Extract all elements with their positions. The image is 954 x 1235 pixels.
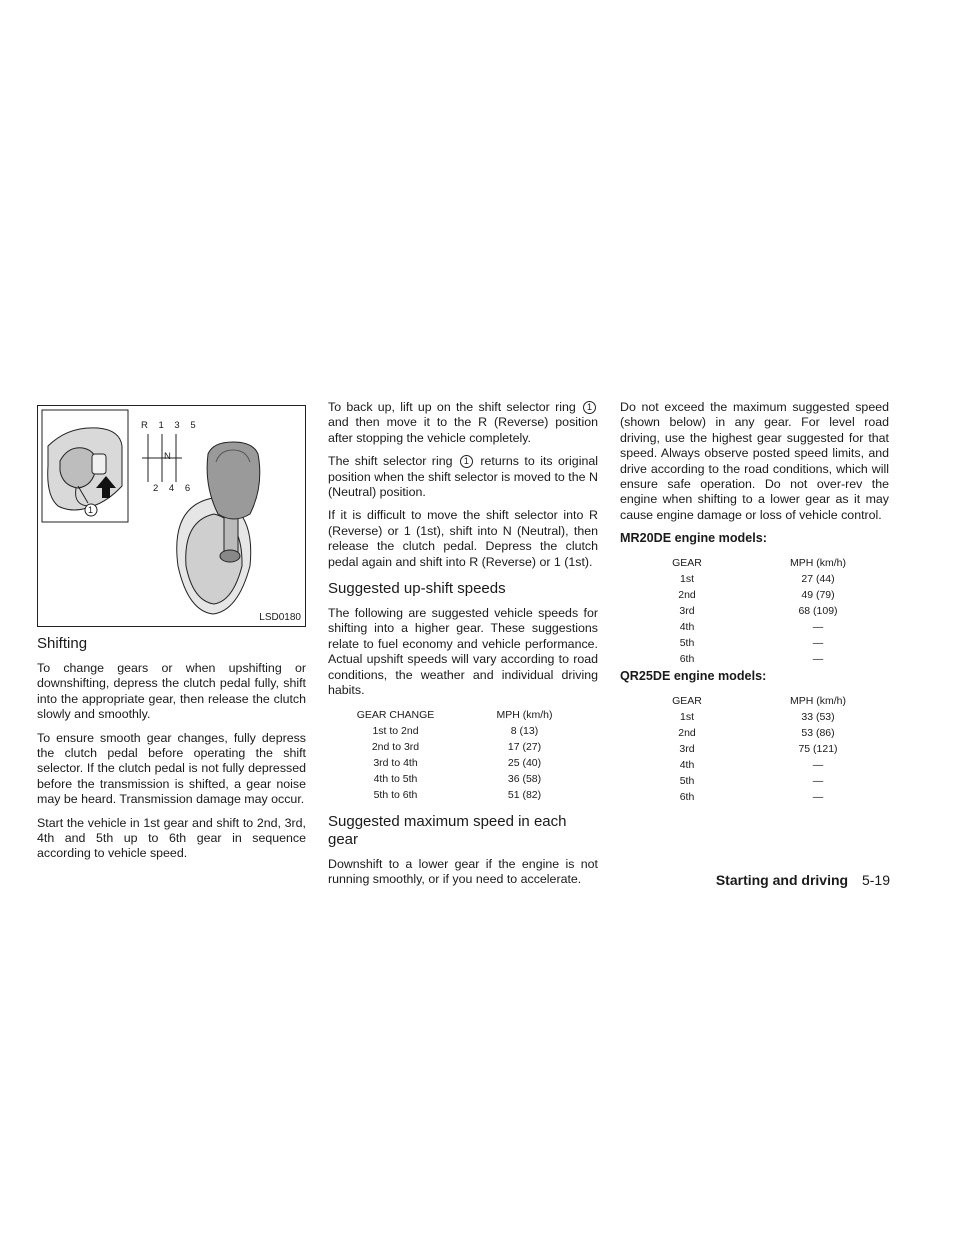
table-cell: 8 (13) bbox=[510, 724, 539, 737]
figure-code: LSD0180 bbox=[259, 612, 301, 623]
table-cell: 2nd to 3rd bbox=[371, 740, 420, 753]
table-row bbox=[328, 755, 586, 771]
callout-1-icon: 1 bbox=[460, 455, 473, 468]
callout-1-icon: 1 bbox=[583, 401, 596, 414]
table-row bbox=[620, 789, 882, 805]
table-cell: 3rd to 4th bbox=[373, 756, 418, 769]
upshift-speed-table bbox=[328, 707, 586, 803]
callout-number: 1 bbox=[88, 505, 94, 515]
paragraph-text: and then move it to the R (Reverse) position after stopping the vehicle completely. bbox=[328, 415, 598, 445]
table-header-row bbox=[328, 707, 586, 723]
table-cell: — bbox=[812, 637, 824, 650]
table-cell: — bbox=[812, 621, 824, 634]
table-cell: — bbox=[812, 775, 824, 788]
paragraph bbox=[328, 400, 598, 446]
table-cell: — bbox=[812, 653, 824, 666]
table-cell: 2nd bbox=[678, 589, 696, 602]
table-cell: 3rd bbox=[679, 605, 695, 618]
table-cell: 36 (58) bbox=[507, 772, 542, 785]
table-row bbox=[328, 739, 586, 755]
table-row bbox=[620, 757, 882, 773]
paragraph: The following are suggested vehicle speeds for shifting into a higher gear. These suggestions relate to fuel economy and vehicle performance. Actual upshift speeds will vary according to road conditions, the weather and individual driving habits. bbox=[328, 606, 598, 698]
gate-neutral-label: N bbox=[164, 451, 175, 462]
paragraph: To change gears or when upshifting or downshifting, depress the clutch pedal fully, shift into the appropriate gear, then release the clutch slowly and smoothly. bbox=[37, 661, 306, 722]
table-row bbox=[620, 587, 882, 603]
table-cell: 6th bbox=[679, 653, 695, 666]
table-cell: 53 (86) bbox=[801, 727, 835, 740]
gate-bottom-label: 2 4 6 bbox=[153, 483, 195, 494]
table-cell: 5th to 6th bbox=[373, 788, 418, 801]
paragraph: If it is difficult to move the shift selector into R (Reverse) or 1 (1st), shift into N (Neutral), then release the clutch pedal. Depress the clutch pedal again and shift into R (Reverse) or 1 (1st). bbox=[328, 508, 598, 569]
table-header: MPH (km/h) bbox=[790, 695, 846, 708]
table-header: GEAR CHANGE bbox=[356, 708, 435, 721]
table-header-row bbox=[620, 555, 882, 571]
table-cell: 25 (40) bbox=[507, 756, 542, 769]
table-row bbox=[328, 771, 586, 787]
qr25de-speed-table bbox=[620, 693, 882, 805]
gate-top-label: R 1 3 5 bbox=[141, 420, 200, 431]
column-1 bbox=[37, 400, 306, 870]
table-header: MPH (km/h) bbox=[496, 708, 553, 721]
table-cell: 49 (79) bbox=[801, 589, 835, 602]
table-row bbox=[620, 635, 882, 651]
table-cell: 2nd bbox=[678, 727, 696, 740]
table-row bbox=[620, 741, 882, 757]
mr20de-speed-table bbox=[620, 555, 882, 667]
table-cell: 68 (109) bbox=[798, 605, 838, 618]
table-cell: 17 (27) bbox=[507, 740, 542, 753]
paragraph: To ensure smooth gear changes, fully depress the clutch pedal before operating the shift selector. If the clutch pedal is not fully depressed before the transmission is shifted, a gear noise may be heard. Transmission damage may occur. bbox=[37, 730, 306, 807]
paragraph-text: To back up, lift up on the shift selector ring bbox=[328, 400, 576, 414]
paragraph: Start the vehicle in 1st gear and shift to 2nd, 3rd, 4th and 5th up to 6th gear in sequence according to vehicle speed. bbox=[37, 815, 306, 861]
table-cell: 1st bbox=[679, 573, 694, 586]
table-cell: 4th bbox=[679, 759, 695, 772]
table-row bbox=[620, 725, 882, 741]
table-cell: 3rd bbox=[679, 743, 695, 756]
table-header-row bbox=[620, 693, 882, 709]
table-row bbox=[620, 571, 882, 587]
footer-section-title: Starting and driving bbox=[715, 872, 849, 888]
table-header: GEAR bbox=[672, 695, 702, 708]
table-row bbox=[620, 603, 882, 619]
table-cell: 1st bbox=[679, 711, 694, 724]
table-row bbox=[328, 787, 586, 803]
section-heading-upshift: Suggested up-shift speeds bbox=[328, 580, 506, 598]
table-row bbox=[620, 619, 882, 635]
table-row bbox=[328, 723, 586, 739]
paragraph-text: returns to its original position when the shift selector is moved to the N (Neutral) position. bbox=[328, 454, 598, 500]
table-row bbox=[620, 773, 882, 789]
column-3 bbox=[620, 400, 889, 805]
table-cell: 27 (44) bbox=[801, 573, 835, 586]
page-number: 5-19 bbox=[861, 872, 890, 888]
paragraph: Do not exceed the maximum suggested speed (shown below) in any gear. For level road driving, use the highest gear suggested for that speed. Always observe posted speed limits, and drive according to the road conditions, which will ensure safe operation. Do not over-rev the engine when shifting to a lower gear as it may cause engine damage or loss of vehicle control. bbox=[620, 400, 889, 522]
table-cell: 5th bbox=[679, 775, 695, 788]
table-cell: 33 (53) bbox=[801, 711, 835, 724]
table-cell: 5th bbox=[679, 637, 695, 650]
table-header: GEAR bbox=[672, 557, 702, 570]
paragraph bbox=[328, 454, 598, 500]
table-row bbox=[620, 709, 882, 725]
table-cell: 4th to 5th bbox=[373, 772, 418, 785]
page-footer bbox=[716, 872, 890, 888]
table-cell: — bbox=[812, 759, 824, 772]
mr20de-heading: MR20DE engine models: bbox=[620, 531, 767, 546]
shift-lever-figure bbox=[37, 405, 306, 627]
section-heading-shifting: Shifting bbox=[37, 635, 88, 652]
table-cell: 4th bbox=[679, 621, 695, 634]
qr25de-heading: QR25DE engine models: bbox=[620, 669, 767, 684]
table-cell: 75 (121) bbox=[798, 743, 838, 756]
table-cell: — bbox=[812, 791, 824, 804]
table-row bbox=[620, 651, 882, 667]
paragraph-text: The shift selector ring bbox=[328, 454, 453, 469]
column-2 bbox=[328, 400, 598, 895]
table-cell: 51 (82) bbox=[507, 788, 542, 801]
table-cell: 1st to 2nd bbox=[372, 724, 419, 737]
shift-lever-illustration bbox=[38, 406, 305, 626]
section-heading-max-speed: Suggested maximum speed in each gear bbox=[328, 812, 567, 848]
paragraph: Downshift to a lower gear if the engine is not running smoothly, or if you need to accelerate. bbox=[328, 856, 598, 886]
table-header: MPH (km/h) bbox=[790, 557, 846, 570]
table-cell: 6th bbox=[679, 791, 695, 804]
